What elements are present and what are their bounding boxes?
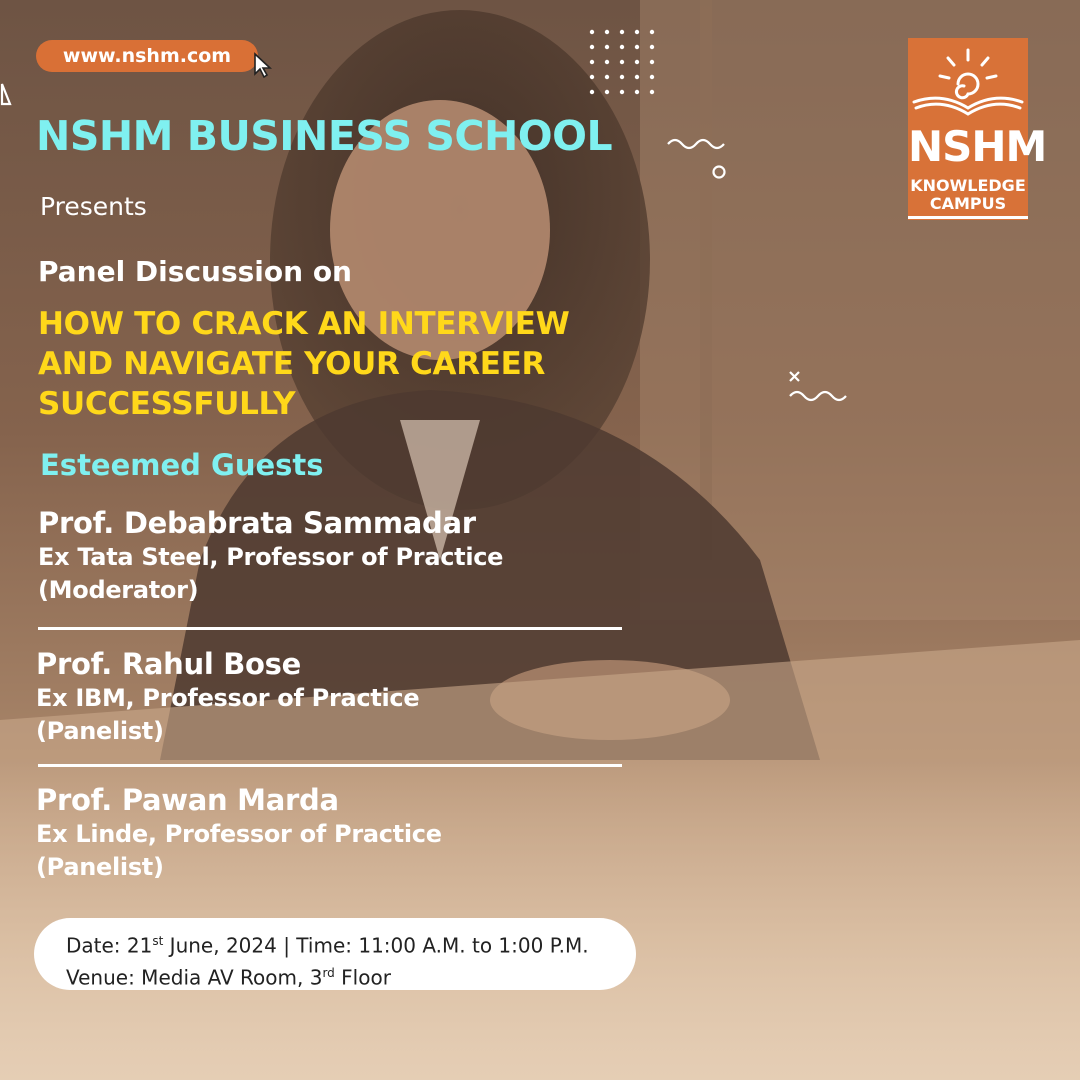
event-title-line: AND NAVIGATE YOUR CAREER: [38, 346, 546, 382]
logo-line1: KNOWLEDGE: [910, 176, 1026, 195]
guest-affiliation: Ex Linde, Professor of Practice: [36, 820, 442, 848]
event-title: [38, 304, 678, 424]
guest-name: Prof. Pawan Marda: [36, 783, 339, 817]
dot-grid-decoration: [588, 28, 658, 98]
guest-card: [36, 782, 636, 884]
school-name: NSHM BUSINESS SCHOOL: [36, 112, 613, 160]
cursor-icon: [252, 52, 276, 80]
guest-divider: [38, 627, 622, 630]
event-title-line: HOW TO CRACK AN INTERVIEW: [38, 306, 570, 342]
event-type: Panel Discussion on: [38, 255, 352, 288]
cross-wave-decoration: [786, 368, 856, 408]
triangle-decoration: [0, 80, 16, 110]
guest-affiliation: Ex Tata Steel, Professor of Practice: [38, 543, 504, 571]
guest-name: Prof. Debabrata Sammadar: [38, 506, 476, 540]
guest-role: (Panelist): [36, 717, 164, 745]
event-details-pill: [34, 918, 636, 990]
guest-card: [36, 646, 636, 748]
logo-underline: [908, 216, 1028, 219]
website-url-pill[interactable]: [36, 40, 258, 72]
logo-name: NSHM: [908, 122, 1047, 171]
logo-line2: CAMPUS: [929, 194, 1007, 213]
guest-divider: [38, 764, 622, 767]
event-title-line: SUCCESSFULLY: [38, 386, 296, 422]
date-time-line: Date: 21st June, 2024 | Time: 11:00 A.M. to 1:00 P.M.: [66, 933, 589, 958]
wave-decoration: [666, 134, 736, 184]
nshm-logo: [908, 38, 1047, 220]
presents-label: Presents: [40, 192, 147, 221]
guest-card: [38, 505, 638, 607]
sun-book-icon: [908, 42, 1028, 122]
guest-role: (Panelist): [36, 853, 164, 881]
guest-role: (Moderator): [38, 576, 199, 604]
venue-line: Venue: Media AV Room, 3rd Floor: [66, 965, 391, 990]
guests-heading: Esteemed Guests: [40, 448, 324, 482]
guest-affiliation: Ex IBM, Professor of Practice: [36, 684, 420, 712]
website-url[interactable]: www.nshm.com: [62, 45, 232, 67]
guest-name: Prof. Rahul Bose: [36, 647, 302, 681]
